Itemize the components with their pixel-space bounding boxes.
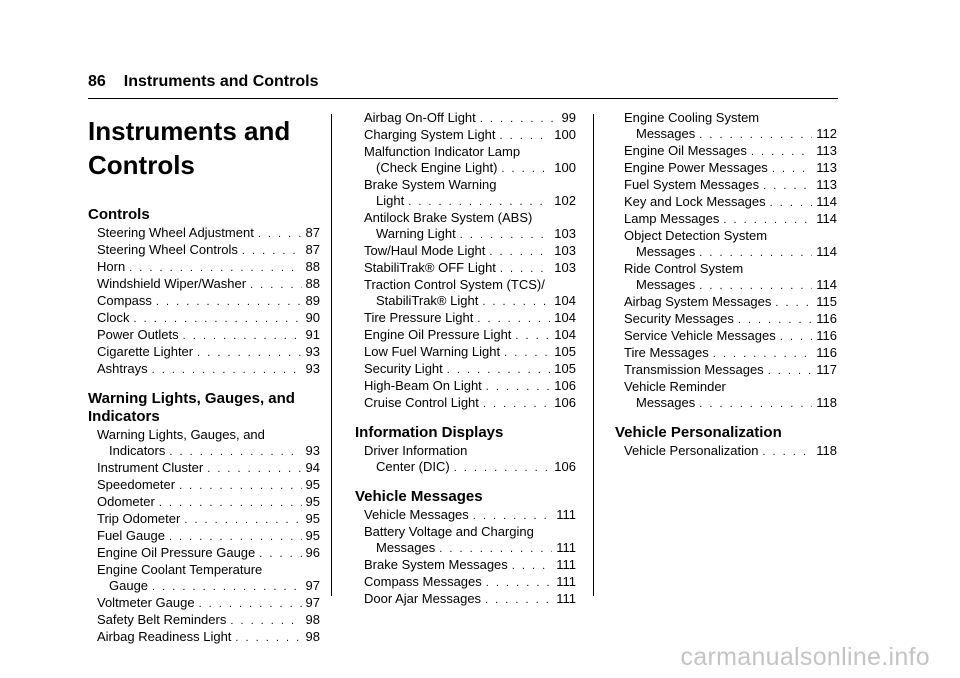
toc-entry-continuation[interactable] — [636, 395, 837, 412]
toc-entry-continuation[interactable] — [109, 578, 320, 595]
toc-entry-label: Key and Lock Messages — [624, 194, 766, 209]
toc-entry-page: 116 — [816, 311, 837, 326]
dot-leader — [199, 596, 302, 612]
toc-entry[interactable] — [364, 344, 576, 361]
toc-entry[interactable] — [364, 327, 576, 344]
dot-leader — [770, 195, 813, 211]
toc-entry-title-line: Object Detection System — [624, 228, 768, 243]
toc-entry-label: Messages — [636, 395, 696, 410]
dot-leader — [489, 244, 550, 260]
toc-entry-page: 112 — [816, 126, 837, 141]
dot-leader — [775, 295, 812, 311]
section-heading-vehicle-messages: Vehicle Messages — [355, 488, 483, 505]
toc-entry-label: High-Beam On Light — [364, 378, 482, 393]
dot-leader — [184, 512, 301, 528]
toc-entry[interactable] — [88, 562, 320, 595]
dot-leader — [169, 444, 301, 460]
dot-leader — [723, 212, 812, 228]
dot-leader — [515, 328, 550, 344]
dot-leader — [258, 226, 302, 242]
dot-leader — [159, 495, 302, 511]
toc-entry-page: 118 — [816, 443, 837, 458]
toc-entry[interactable] — [624, 294, 837, 311]
toc-entry[interactable] — [364, 507, 576, 524]
toc-entry-label: Vehicle Messages — [364, 507, 469, 522]
toc-entry-page: 111 — [556, 540, 576, 555]
chapter-title: Instruments and Controls — [88, 116, 291, 180]
toc-entry-page: 118 — [816, 395, 837, 410]
toc-entry[interactable] — [364, 395, 576, 412]
toc-entry[interactable] — [97, 545, 320, 562]
toc-entry-page: 100 — [554, 127, 576, 142]
toc-entry-page: 98 — [305, 629, 320, 644]
toc-entry-label: Airbag System Messages — [624, 294, 772, 309]
toc-entry[interactable] — [88, 427, 320, 460]
toc-entry-page: 99 — [561, 110, 576, 125]
toc-entry-label: Airbag Readiness Light — [97, 629, 232, 644]
toc-entry-label: Security Messages — [624, 311, 734, 326]
toc-entry[interactable] — [97, 310, 320, 327]
toc-entry-title-line: Brake System Warning — [364, 177, 497, 192]
toc-entry-label: Speedometer — [97, 477, 176, 492]
toc-entry-label: Airbag On-Off Light — [364, 110, 476, 125]
dot-leader — [156, 294, 302, 310]
dot-leader — [207, 461, 301, 477]
toc-entry-page: 116 — [816, 328, 837, 343]
toc-entry-page: 114 — [816, 244, 837, 259]
dot-leader — [179, 478, 301, 494]
toc-entry-continuation[interactable] — [636, 244, 837, 261]
dot-leader — [486, 379, 551, 395]
toc-entry[interactable] — [364, 310, 576, 327]
toc-entry-label: Power Outlets — [97, 327, 179, 342]
dot-leader — [486, 575, 552, 591]
toc-entry-label: Steering Wheel Adjustment — [97, 225, 254, 240]
toc-entry[interactable] — [355, 144, 576, 177]
dot-leader — [501, 161, 550, 177]
toc-entry-page: 95 — [305, 511, 320, 526]
toc-entry[interactable] — [97, 612, 320, 629]
toc-entry-label: Transmission Messages — [624, 362, 764, 377]
toc-column-1 — [88, 114, 320, 646]
toc-entry-label: Clock — [97, 310, 130, 325]
dot-leader — [699, 396, 812, 412]
dot-leader — [772, 161, 812, 177]
toc-entry-continuation[interactable] — [376, 160, 576, 177]
toc-entry-label: Lamp Messages — [624, 211, 720, 226]
toc-entry-label: Engine Oil Messages — [624, 143, 747, 158]
toc-entry-title-line: Antilock Brake System (ABS) — [364, 210, 533, 225]
dot-leader — [439, 541, 552, 557]
dot-leader — [408, 194, 550, 210]
toc-entry-page: 97 — [305, 595, 320, 610]
toc-entry[interactable] — [364, 378, 576, 395]
page-header — [88, 73, 318, 91]
dot-leader — [183, 328, 302, 344]
toc-entry-continuation[interactable] — [376, 226, 576, 243]
dot-leader — [738, 312, 812, 328]
toc-entry-label: Messages — [376, 540, 436, 555]
dot-leader — [460, 227, 551, 243]
toc-entry-title-line: Vehicle Reminder — [624, 379, 726, 394]
toc-entry-label: Indicators — [109, 443, 166, 458]
dot-leader — [259, 546, 301, 562]
toc-entry-page: 105 — [554, 361, 576, 376]
watermark: carmanualsonline.info — [680, 643, 930, 671]
toc-entry-label: Tire Pressure Light — [364, 310, 474, 325]
toc-column-2 — [355, 110, 576, 608]
dot-leader — [699, 245, 812, 261]
toc-entry-page: 96 — [305, 545, 320, 560]
toc-entry-title-line: Driver Information — [364, 443, 468, 458]
toc-entry-page: 105 — [554, 344, 576, 359]
toc-entry-label: Charging System Light — [364, 127, 496, 142]
toc-entry[interactable] — [355, 277, 576, 310]
toc-entry-page: 106 — [554, 378, 576, 393]
section-heading-information-displays: Information Displays — [355, 424, 504, 441]
toc-entry-page: 95 — [305, 477, 320, 492]
toc-entry-page: 87 — [305, 242, 320, 257]
toc-entry-label: Safety Belt Reminders — [97, 612, 227, 627]
toc-entry[interactable] — [97, 276, 320, 293]
toc-entry-page: 88 — [305, 276, 320, 291]
dot-leader — [169, 529, 302, 545]
toc-entry[interactable] — [624, 143, 837, 160]
toc-entry-label: Vehicle Personalization — [624, 443, 759, 458]
dot-leader — [504, 345, 550, 361]
dot-leader — [780, 329, 813, 345]
toc-column-3 — [615, 110, 837, 460]
toc-entry-page: 111 — [556, 507, 576, 522]
toc-entry-continuation[interactable] — [636, 126, 837, 143]
toc-entry-label: Engine Oil Pressure Light — [364, 327, 512, 342]
dot-leader — [152, 579, 301, 595]
page-number: 86 — [88, 73, 106, 90]
toc-entry-label: Cruise Control Light — [364, 395, 479, 410]
toc-entry-page: 104 — [554, 327, 576, 342]
toc-entry[interactable] — [364, 557, 576, 574]
dot-leader — [762, 444, 812, 460]
toc-entry[interactable] — [97, 327, 320, 344]
toc-entry-label: Tow/Haul Mode Light — [364, 243, 486, 258]
toc-entry[interactable] — [97, 629, 320, 646]
toc-entry-page: 115 — [816, 294, 837, 309]
toc-entry-label: StabiliTrak® Light — [376, 293, 479, 308]
toc-entry-continuation[interactable] — [376, 293, 576, 310]
column-divider-1 — [331, 114, 332, 596]
toc-entry-label: Ashtrays — [97, 361, 148, 376]
toc-entry[interactable] — [624, 160, 837, 177]
dot-leader — [768, 363, 813, 379]
toc-entry-label: Cigarette Lighter — [97, 344, 194, 359]
toc-entry[interactable] — [355, 177, 576, 210]
dot-leader — [473, 508, 552, 524]
column-divider-2 — [593, 114, 594, 596]
toc-entry-label: Center (DIC) — [376, 459, 450, 474]
dot-leader — [500, 128, 551, 144]
dot-leader — [512, 558, 552, 574]
toc-entry-title-line: Ride Control System — [624, 261, 744, 276]
dot-leader — [763, 178, 812, 194]
toc-entry-page: 117 — [816, 362, 837, 377]
toc-entry-label: Warning Light — [376, 226, 456, 241]
toc-entry[interactable] — [97, 511, 320, 528]
toc-entry-label: Windshield Wiper/Washer — [97, 276, 247, 291]
header-rule — [88, 98, 838, 99]
toc-entry[interactable] — [355, 443, 576, 476]
section-heading-warning: Warning Lights, Gauges, and Indicators — [88, 390, 295, 425]
toc-entry-label: Steering Wheel Controls — [97, 242, 238, 257]
toc-entry-label: Fuel System Messages — [624, 177, 760, 192]
toc-entry[interactable] — [364, 591, 576, 608]
toc-entry-label: Trip Odometer — [97, 511, 181, 526]
toc-entry[interactable] — [97, 225, 320, 242]
toc-entry-page: 113 — [816, 160, 837, 175]
dot-leader — [152, 362, 302, 378]
toc-entry-page: 102 — [554, 193, 576, 208]
toc-entry-page: 90 — [305, 310, 320, 325]
toc-entry-label: Odometer — [97, 494, 155, 509]
dot-leader — [751, 144, 812, 160]
toc-entry[interactable] — [624, 328, 837, 345]
dot-leader — [250, 277, 301, 293]
toc-entry[interactable] — [624, 311, 837, 328]
toc-entry[interactable] — [615, 228, 837, 261]
toc-entry-page: 94 — [305, 460, 320, 475]
toc-entry[interactable] — [97, 259, 320, 276]
toc-entry-continuation[interactable] — [376, 193, 576, 210]
toc-entry-page: 111 — [556, 574, 576, 589]
toc-entry[interactable] — [97, 293, 320, 310]
toc-entry-page: 93 — [305, 443, 320, 458]
toc-entry[interactable] — [355, 210, 576, 243]
dot-leader — [134, 311, 302, 327]
dot-leader — [483, 396, 550, 412]
toc-entry-title-line: Engine Coolant Temperature — [97, 562, 263, 577]
toc-entry-page: 114 — [816, 277, 837, 292]
toc-entry-continuation[interactable] — [109, 443, 320, 460]
toc-entry-label: Messages — [636, 244, 696, 259]
toc-entry-page: 103 — [554, 226, 576, 241]
toc-entry-title-line: Malfunction Indicator Lamp — [364, 144, 521, 159]
toc-entry-page: 97 — [305, 578, 320, 593]
toc-entry[interactable] — [615, 110, 837, 143]
toc-entry-page: 91 — [305, 327, 320, 342]
dot-leader — [129, 260, 301, 276]
toc-entry-label: Security Light — [364, 361, 443, 376]
header-title: Instruments and Controls — [123, 73, 319, 90]
toc-entry-label: Engine Power Messages — [624, 160, 768, 175]
section-heading-controls: Controls — [88, 206, 150, 223]
toc-entry-page: 89 — [305, 293, 320, 308]
toc-entry[interactable] — [97, 494, 320, 511]
toc-entry[interactable] — [624, 345, 837, 362]
toc-entry-title-line: Engine Cooling System — [624, 110, 760, 125]
toc-entry-page: 113 — [816, 177, 837, 192]
toc-entry-label: Compass Messages — [364, 574, 482, 589]
toc-entry-page: 116 — [816, 345, 837, 360]
toc-entry-label: Low Fuel Warning Light — [364, 344, 501, 359]
toc-entry-continuation[interactable] — [636, 277, 837, 294]
toc-entry[interactable] — [97, 595, 320, 612]
toc-entry[interactable] — [97, 361, 320, 378]
toc-entry[interactable] — [97, 477, 320, 494]
toc-entry-label: Fuel Gauge — [97, 528, 165, 543]
toc-entry-label: Gauge — [109, 578, 149, 593]
dot-leader — [482, 294, 550, 310]
dot-leader — [197, 345, 301, 361]
dot-leader — [235, 630, 301, 646]
toc-entry-page: 106 — [554, 459, 576, 474]
toc-entry-continuation[interactable] — [376, 540, 576, 557]
dot-leader — [699, 127, 812, 143]
toc-entry[interactable] — [364, 361, 576, 378]
toc-entry-title-line: Traction Control System (TCS)/ — [364, 277, 545, 292]
toc-entry-label: StabiliTrak® OFF Light — [364, 260, 496, 275]
dot-leader — [485, 592, 552, 608]
toc-entry[interactable] — [97, 460, 320, 477]
toc-entry[interactable] — [624, 194, 837, 211]
toc-entry-label: Messages — [636, 277, 696, 292]
toc-entry[interactable] — [624, 362, 837, 379]
toc-entry-label: Light — [376, 193, 405, 208]
toc-entry[interactable] — [624, 177, 837, 194]
dot-leader — [447, 362, 551, 378]
toc-entry-page: 95 — [305, 528, 320, 543]
toc-entry-page: 87 — [305, 225, 320, 240]
toc-entry-label: Instrument Cluster — [97, 460, 204, 475]
toc-entry-page: 113 — [816, 143, 837, 158]
dot-leader — [699, 278, 812, 294]
toc-entry-page: 103 — [554, 243, 576, 258]
dot-leader — [477, 311, 550, 327]
dot-leader — [454, 460, 551, 476]
toc-entry-page: 93 — [305, 344, 320, 359]
dot-leader — [500, 261, 550, 277]
toc-entry[interactable] — [364, 260, 576, 277]
toc-entry-page: 104 — [554, 310, 576, 325]
toc-entry-page: 95 — [305, 494, 320, 509]
toc-entry-page: 111 — [556, 591, 576, 606]
toc-entry-page: 93 — [305, 361, 320, 376]
section-heading-vehicle-personalization: Vehicle Personalization — [615, 424, 782, 441]
toc-entry-page: 88 — [305, 259, 320, 274]
toc-entry-page: 114 — [816, 211, 837, 226]
toc-entry-page: 98 — [305, 612, 320, 627]
toc-entry[interactable] — [97, 528, 320, 545]
toc-entry-page: 100 — [554, 160, 576, 175]
toc-entry[interactable] — [615, 261, 837, 294]
toc-entry-label: Tire Messages — [624, 345, 709, 360]
toc-entry-page: 103 — [554, 260, 576, 275]
toc-entry-label: (Check Engine Light) — [376, 160, 498, 175]
toc-entry-label: Messages — [636, 126, 696, 141]
toc-entry-page: 111 — [556, 557, 576, 572]
toc-entry[interactable] — [624, 443, 837, 460]
toc-entry-label: Service Vehicle Messages — [624, 328, 776, 343]
dot-leader — [480, 111, 558, 127]
toc-entry[interactable] — [364, 110, 576, 127]
toc-entry[interactable] — [355, 524, 576, 557]
toc-entry[interactable] — [364, 127, 576, 144]
toc-entry[interactable] — [97, 242, 320, 259]
toc-entry-title-line: Warning Lights, Gauges, and — [97, 427, 265, 442]
toc-entry-label: Brake System Messages — [364, 557, 508, 572]
toc-entry-title-line: Battery Voltage and Charging — [364, 524, 534, 539]
toc-entry[interactable] — [624, 211, 837, 228]
toc-entry-label: Horn — [97, 259, 126, 274]
dot-leader — [242, 243, 302, 259]
toc-entry-continuation[interactable] — [376, 459, 576, 476]
toc-entry-page: 114 — [816, 194, 837, 209]
toc-entry-page: 104 — [554, 293, 576, 308]
toc-entry-label: Compass — [97, 293, 152, 308]
toc-entry-label: Engine Oil Pressure Gauge — [97, 545, 256, 560]
toc-entry-page: 106 — [554, 395, 576, 410]
dot-leader — [230, 613, 301, 629]
toc-entry-label: Door Ajar Messages — [364, 591, 482, 606]
toc-entry[interactable] — [364, 243, 576, 260]
toc-entry[interactable] — [615, 379, 837, 412]
toc-entry[interactable] — [97, 344, 320, 361]
dot-leader — [713, 346, 812, 362]
toc-entry[interactable] — [364, 574, 576, 591]
toc-entry-label: Voltmeter Gauge — [97, 595, 195, 610]
